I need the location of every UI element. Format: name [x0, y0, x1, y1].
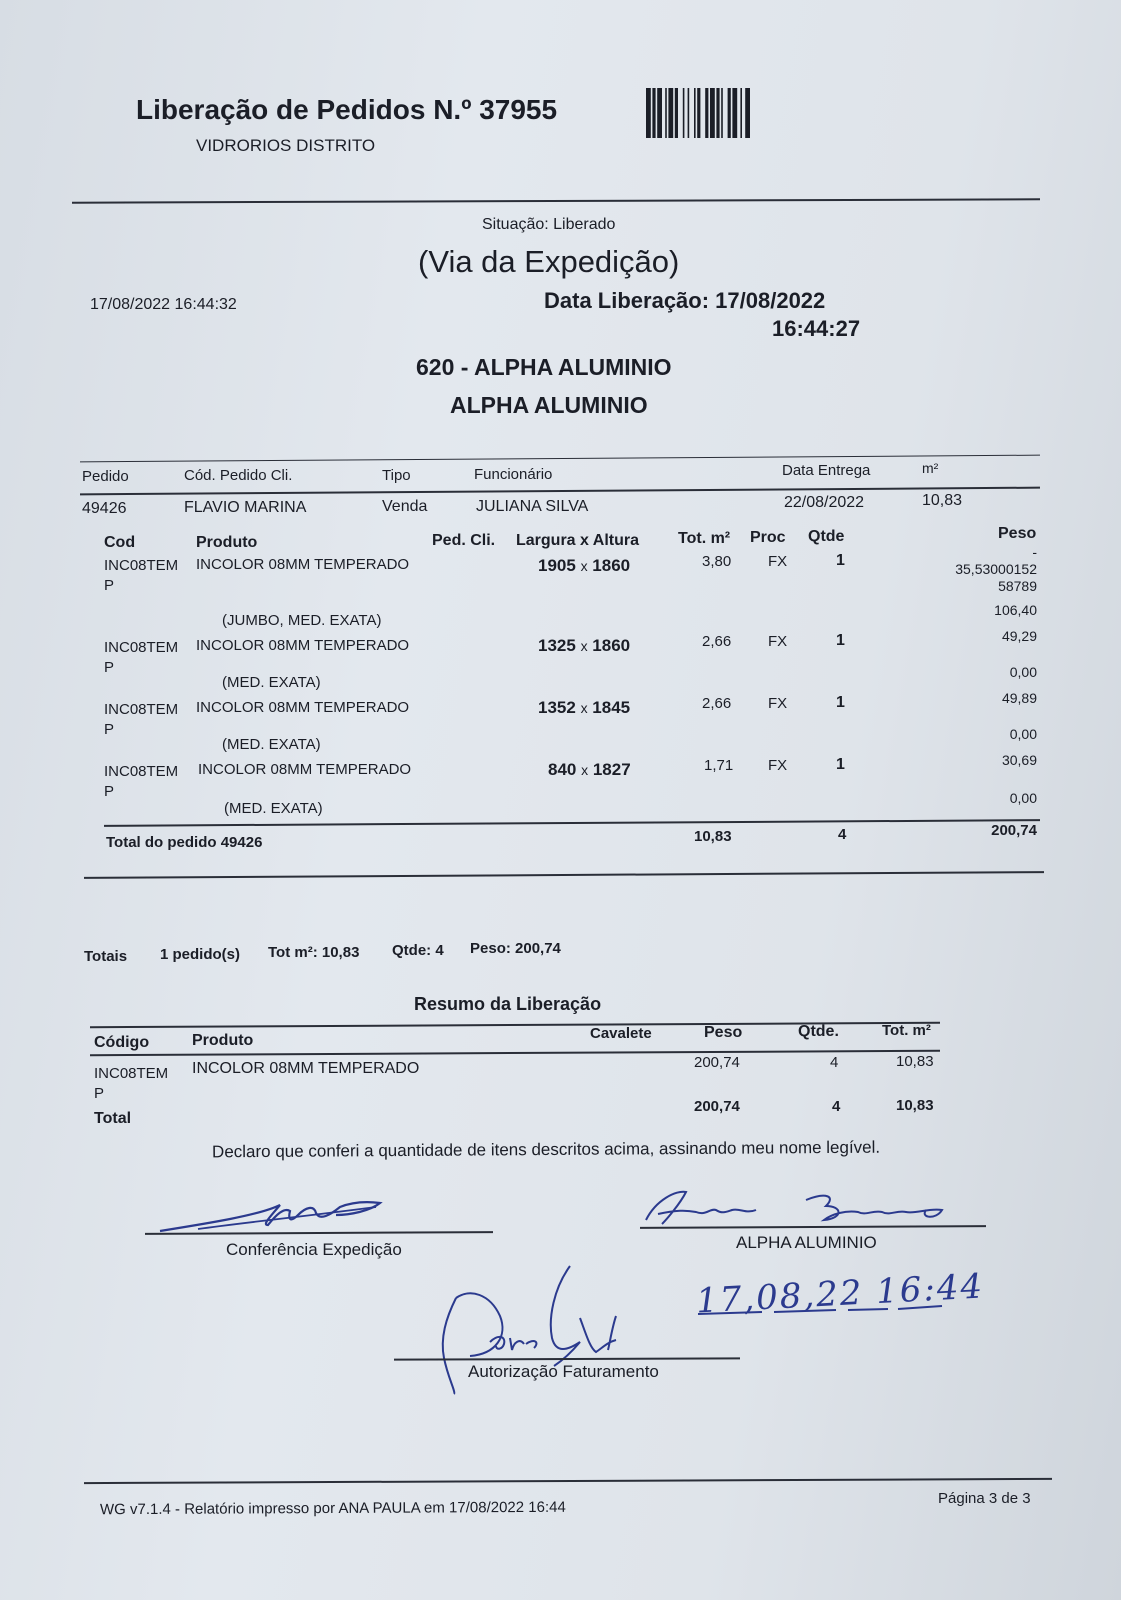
item-tot-m2: 2,66	[702, 633, 732, 650]
item-note-peso: 106,40	[994, 602, 1037, 618]
item-peso: - 35,53000152 58789	[955, 544, 1037, 594]
item-cod: INC08TEM P	[104, 557, 179, 594]
col-pedido: Pedido	[82, 468, 129, 485]
totals-orders: 1 pedido(s)	[160, 946, 241, 963]
situation-status: Situação: Liberado	[482, 216, 616, 233]
col-proc: Proc	[750, 529, 786, 546]
item-dimensions: 1352 x 1845	[538, 698, 631, 717]
totals-qtde: Qtde: 4	[392, 942, 444, 959]
summary-total-tot-m2: 10,83	[896, 1097, 934, 1114]
order-total-m2: 10,83	[694, 828, 732, 845]
order-number: 49426	[82, 500, 127, 517]
print-datetime: 17/08/2022 16:44:32	[90, 296, 237, 313]
release-date: Data Liberação: 17/08/2022	[544, 288, 826, 313]
conferencia-label: Conferência Expedição	[226, 1240, 402, 1259]
order-type: Venda	[382, 498, 428, 515]
summary-title: Resumo da Liberação	[414, 994, 602, 1014]
col-tot-m2: Tot. m²	[678, 530, 731, 547]
via-label: (Via da Expedição)	[418, 244, 680, 279]
item-peso: 49,29	[1001, 628, 1037, 644]
barcode-icon	[646, 88, 816, 140]
summary-peso: 200,74	[694, 1054, 740, 1071]
item-proc: FX	[768, 633, 788, 650]
summary-total-label: Total	[94, 1110, 132, 1127]
item-cod: INC08TEM P	[104, 701, 179, 738]
summary-col-cavalete: Cavalete	[590, 1025, 652, 1042]
order-delivery-date: 22/08/2022	[784, 494, 865, 511]
release-time: 16:44:27	[772, 316, 861, 341]
col-data-entrega: Data Entrega	[782, 462, 871, 479]
summary-codigo: INC08TEM P	[94, 1065, 169, 1102]
summary-qtde: 4	[830, 1054, 839, 1071]
item-note: (MED. EXATA)	[222, 674, 321, 691]
item-tot-m2: 3,80	[702, 553, 732, 570]
col-funcionario: Funcionário	[474, 466, 553, 483]
item-cod: INC08TEM P	[104, 763, 179, 800]
divider	[104, 819, 1040, 827]
order-total-peso: 200,74	[991, 822, 1037, 839]
summary-col-qtde: Qtde.	[798, 1023, 839, 1040]
declaration-text: Declaro que conferi a quantidade de itens descritos acima, assinando meu nome legível.	[211, 1137, 881, 1162]
client-name: ALPHA ALUMINIO	[450, 392, 648, 418]
item-peso: 49,89	[1001, 690, 1037, 706]
totals-peso: Peso: 200,74	[470, 940, 561, 957]
item-qtde: 1	[836, 694, 845, 711]
col-peso: Peso	[998, 525, 1037, 542]
footer-page-number: Página 3 de 3	[938, 1490, 1031, 1507]
order-employee: JULIANA SILVA	[476, 498, 589, 515]
divider	[84, 1478, 1052, 1484]
order-total-qtde: 4	[838, 826, 847, 843]
company-name: VIDRORIOS DISTRITO	[196, 136, 376, 155]
item-peso: 30,69	[1001, 752, 1037, 768]
client-code-name: 620 - ALPHA ALUMINIO	[416, 354, 672, 380]
col-cod-pedido-cli: Cód. Pedido Cli.	[184, 467, 293, 484]
item-tot-m2: 2,66	[702, 695, 732, 712]
divider	[90, 1050, 940, 1056]
item-proc: FX	[768, 553, 788, 570]
client-signature-label: ALPHA ALUMINIO	[736, 1233, 877, 1252]
footer-printed-by: WG v7.1.4 - Relatório impresso por ANA PAULA em 17/08/2022 16:44	[99, 1498, 566, 1519]
col-qtde: Qtde	[808, 528, 845, 545]
divider	[80, 487, 1040, 496]
order-total-label: Total do pedido 49426	[106, 834, 263, 851]
autorizacao-label: Autorização Faturamento	[468, 1362, 659, 1381]
order-client-code: FLAVIO MARINA	[184, 499, 307, 516]
handwritten-datetime: 17,08,22 16:44	[695, 1266, 986, 1322]
item-produto: INCOLOR 08MM TEMPERADO	[196, 556, 410, 573]
summary-col-tot-m2: Tot. m²	[882, 1022, 931, 1039]
col-largura-altura: Largura x Altura	[516, 532, 639, 549]
col-m2: m²	[922, 460, 939, 476]
summary-produto: INCOLOR 08MM TEMPERADO	[192, 1060, 420, 1077]
item-note: (JUMBO, MED. EXATA)	[222, 612, 382, 629]
order-m2: 10,83	[922, 492, 963, 509]
item-dimensions: 1905 x 1860	[538, 556, 631, 575]
item-note-peso: 0,00	[1009, 726, 1037, 742]
col-ped-cli: Ped. Cli.	[432, 532, 496, 549]
summary-col-produto: Produto	[192, 1032, 254, 1049]
item-qtde: 1	[836, 756, 845, 773]
item-qtde: 1	[836, 552, 845, 569]
summary-tot-m2: 10,83	[896, 1053, 934, 1070]
summary-total-peso: 200,74	[694, 1098, 740, 1115]
col-cod: Cod	[104, 534, 136, 551]
item-note: (MED. EXATA)	[222, 736, 321, 753]
signature-client-icon	[636, 1180, 966, 1240]
item-tot-m2: 1,71	[704, 757, 734, 774]
item-note-peso: 0,00	[1009, 664, 1037, 680]
item-proc: FX	[768, 757, 788, 774]
item-produto: INCOLOR 08MM TEMPERADO	[196, 637, 410, 654]
item-cod: INC08TEM P	[104, 639, 179, 676]
signature-conferencia-icon	[150, 1185, 410, 1245]
totals-label: Totais	[84, 948, 128, 965]
col-produto: Produto	[196, 534, 258, 551]
divider	[84, 871, 1044, 879]
totals-m2: Tot m²: 10,83	[268, 944, 360, 961]
handwritten-underline-icon	[696, 1304, 946, 1318]
item-note: (MED. EXATA)	[224, 800, 323, 817]
divider	[72, 198, 1040, 203]
item-note-peso: 0,00	[1009, 790, 1037, 806]
item-dimensions: 1325 x 1860	[538, 636, 631, 655]
summary-total-qtde: 4	[832, 1098, 841, 1115]
item-produto: INCOLOR 08MM TEMPERADO	[196, 699, 410, 716]
item-qtde: 1	[836, 632, 845, 649]
summary-col-peso: Peso	[704, 1024, 743, 1041]
item-proc: FX	[768, 695, 788, 712]
item-dimensions: 840 x 1827	[548, 760, 631, 779]
col-tipo: Tipo	[382, 467, 411, 484]
summary-col-codigo: Código	[94, 1034, 150, 1051]
document-title: Liberação de Pedidos N.º 37955	[136, 94, 558, 125]
divider	[80, 455, 1040, 463]
item-produto: INCOLOR 08MM TEMPERADO	[198, 761, 412, 778]
